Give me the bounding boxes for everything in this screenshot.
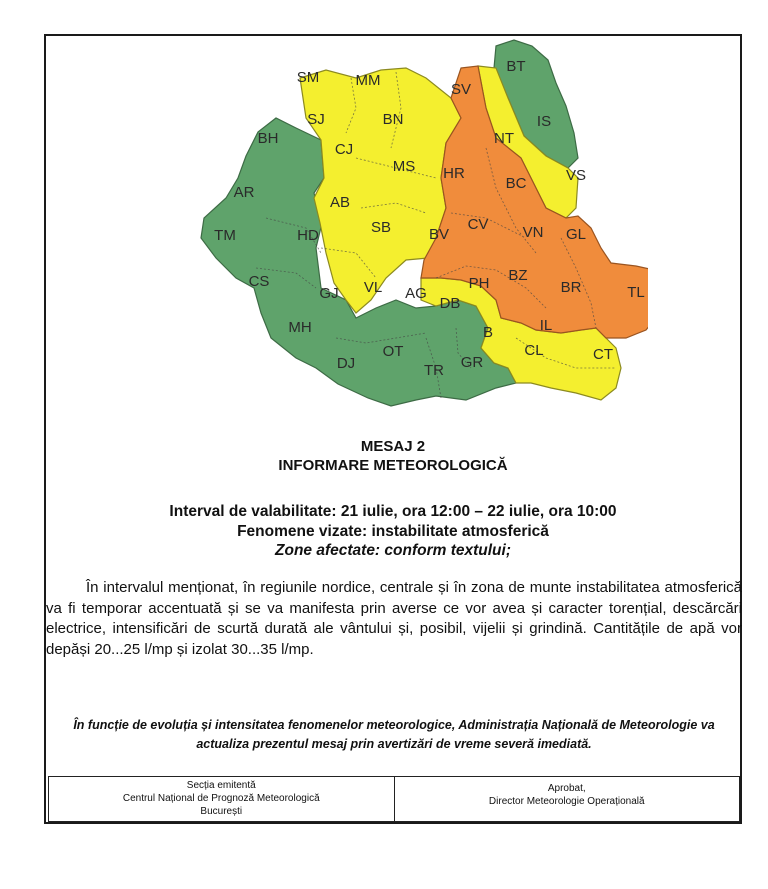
county-label: BR (560, 278, 582, 296)
county-label: CS (248, 272, 270, 290)
validity-interval: Interval de valabilitate: 21 iulie, ora 12:00 – 22 iulie, ora 10:00 (169, 503, 617, 520)
approver-cell (395, 777, 740, 821)
county-label: AR (233, 183, 255, 201)
county-label: MM (355, 71, 381, 89)
county-label: CJ (334, 140, 354, 158)
phenomena: Fenomene vizate: instabilitate atmosferică (237, 523, 549, 540)
issuer-title: Secția emitentă (186, 780, 256, 791)
county-label: BZ (508, 266, 528, 284)
county-label: NT (494, 129, 514, 147)
county-label: GL (565, 225, 587, 243)
county-label: OT (382, 342, 404, 360)
approver-title: Aprobat, (547, 783, 586, 794)
map-svg (196, 38, 648, 430)
county-label: HR (443, 164, 465, 182)
county-label: TM (214, 226, 236, 244)
county-label: HD (297, 226, 319, 244)
county-label: BH (257, 129, 279, 147)
county-label: DJ (336, 354, 356, 372)
county-label: AB (329, 193, 351, 211)
county-label: GR (460, 353, 484, 371)
county-label: PH (468, 274, 490, 292)
county-label: BV (428, 225, 450, 243)
forecast-body: În intervalul menționat, în regiunile nordice, centrale și în zona de munte instabilitatea atmosferică va fi temporar accentuată și se va manifesta prin averse ce vor avea și caracter torențial, descărcări electrice, intensificări de scurtă durată ale vântului și, posibil, vijelii și grindină. Cantitățile de apă vor depăși 20...25 l/mp și izolat 30...35 l/mp. (46, 579, 742, 658)
county-label: CV (467, 215, 489, 233)
county-label: TR (424, 361, 444, 379)
approver-name: Director Meteorologie Operațională (488, 796, 645, 807)
issuer-name: Centrul Național de Prognoză Meteorologică (122, 793, 320, 804)
county-label: AG (405, 284, 427, 302)
document-frame (44, 34, 742, 824)
county-label: SB (370, 218, 392, 236)
county-label: VS (565, 166, 587, 184)
message-number: MESAJ 2 (360, 438, 426, 455)
county-label: VL (363, 278, 383, 296)
affected-zones: Zone afectate: conform textului; (275, 542, 511, 559)
county-label: B (482, 323, 494, 341)
romania-warning-map (196, 38, 648, 430)
county-label: CT (593, 345, 613, 363)
county-label: IL (539, 316, 553, 334)
county-label: SM (296, 68, 320, 86)
county-label: BN (382, 110, 404, 128)
message-type: INFORMARE METEOROLOGICĂ (278, 457, 508, 474)
county-label: SJ (307, 110, 325, 128)
county-label: TL (627, 283, 645, 301)
county-label: BT (506, 57, 526, 75)
county-label: GJ (319, 284, 339, 302)
county-label: CL (524, 341, 544, 359)
signature-table (48, 776, 740, 822)
county-label: BC (505, 174, 527, 192)
county-label: DB (439, 294, 461, 312)
county-label: MH (288, 318, 312, 336)
county-label: SV (450, 80, 472, 98)
county-label: VN (522, 223, 544, 241)
county-label: IS (536, 112, 552, 130)
issuer-city: București (200, 806, 243, 817)
county-label: MS (392, 157, 416, 175)
update-note: În funcție de evoluția și intensitatea fenomenelor meteorologice, Administrația Națională de Meteorologie va actualiza prezentul mesaj prin avertizări de vreme severă imediată. (73, 718, 715, 751)
issuer-cell (49, 777, 395, 821)
